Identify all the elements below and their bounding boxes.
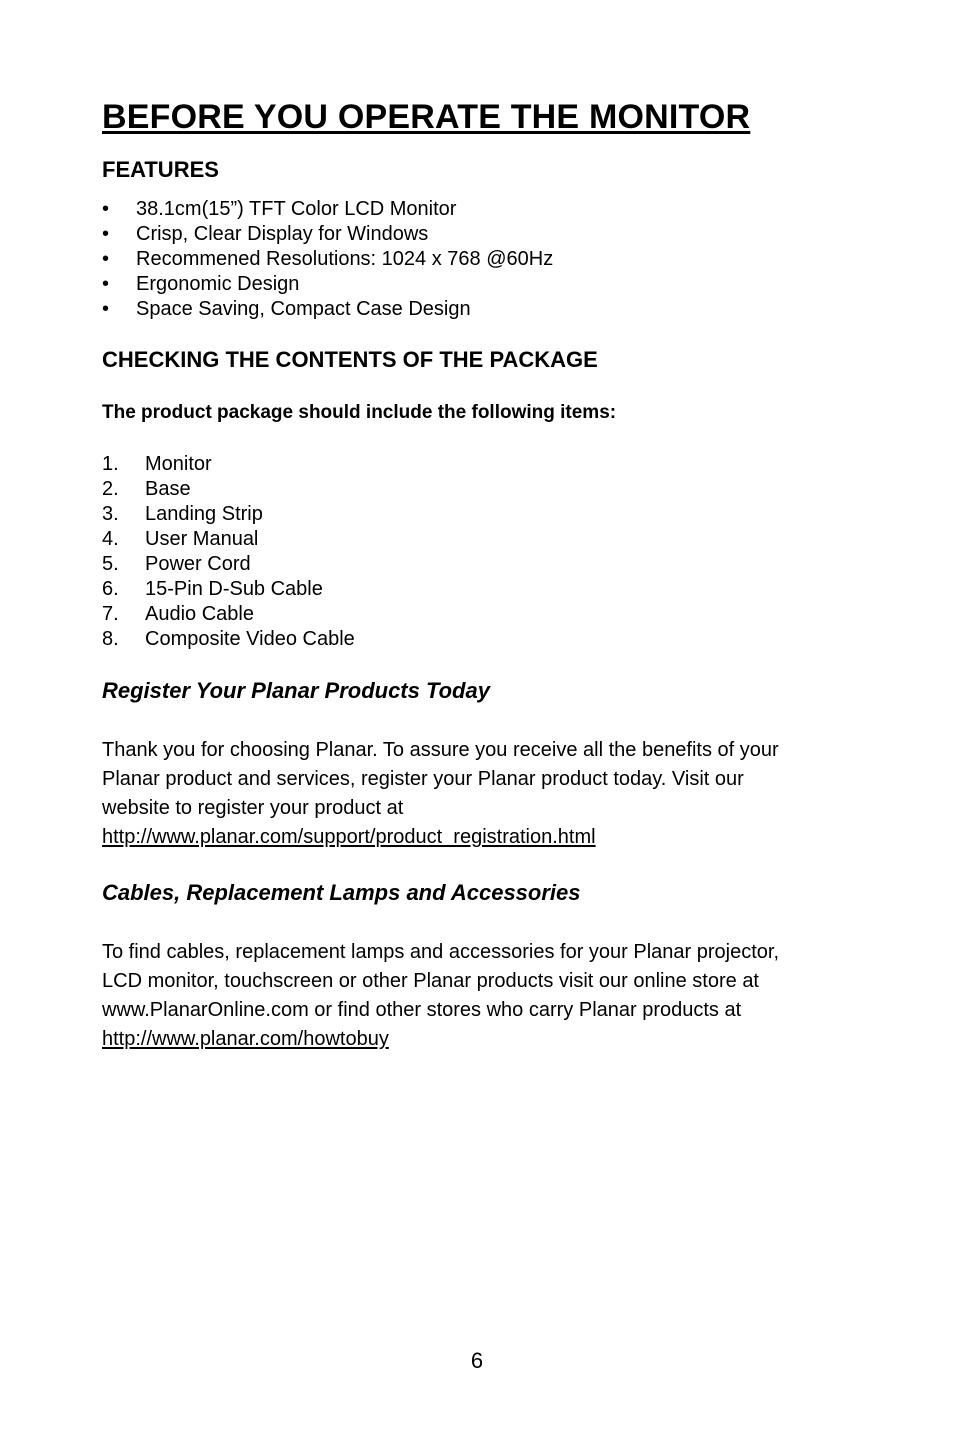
item-number: 7. (102, 603, 119, 625)
list-item (102, 222, 553, 247)
register-heading: Register Your Planar Products Today (102, 678, 490, 703)
list-item (102, 247, 553, 272)
bullet-icon: • (102, 273, 110, 295)
item-label: Landing Strip (145, 503, 263, 525)
accessories-heading: Cables, Replacement Lamps and Accessories (102, 880, 581, 905)
accessories-paragraph (102, 938, 862, 1054)
item-label: Monitor (145, 453, 212, 475)
page-title: BEFORE YOU OPERATE THE MONITOR (102, 98, 751, 136)
package-intro: The product package should include the following items: (102, 402, 617, 423)
paragraph-line: www.PlanarOnline.com or find other stores who carry Planar products at (102, 999, 742, 1021)
item-label: User Manual (145, 528, 259, 550)
list-item (102, 602, 355, 627)
feature-text: Space Saving, Compact Case Design (136, 298, 471, 320)
list-item (102, 552, 355, 577)
paragraph-line: Thank you for choosing Planar. To assure you receive all the benefits of your (102, 739, 779, 761)
bullet-icon: • (102, 248, 110, 270)
page-number: 6 (470, 1348, 484, 1373)
item-label: Base (145, 478, 191, 500)
item-label: Power Cord (145, 553, 251, 575)
features-list (102, 197, 553, 322)
list-item (102, 577, 355, 602)
paragraph-line: To find cables, replacement lamps and accessories for your Planar projector, (102, 941, 780, 963)
list-item (102, 527, 355, 552)
item-number: 3. (102, 503, 119, 525)
list-item (102, 197, 553, 222)
features-heading: FEATURES (102, 157, 219, 182)
paragraph-line: website to register your product at (102, 797, 404, 819)
list-item (102, 502, 355, 527)
feature-text: 38.1cm(15”) TFT Color LCD Monitor (136, 198, 457, 220)
item-number: 5. (102, 553, 119, 575)
bullet-icon: • (102, 198, 110, 220)
registration-link[interactable]: http://www.planar.com/support/product_registration.html (102, 826, 596, 848)
paragraph-line: Planar product and services, register your Planar product today. Visit our (102, 768, 744, 790)
feature-text: Ergonomic Design (136, 273, 300, 295)
howtobuy-link[interactable]: http://www.planar.com/howtobuy (102, 1028, 389, 1050)
item-number: 1. (102, 453, 119, 475)
package-heading: CHECKING THE CONTENTS OF THE PACKAGE (102, 347, 598, 372)
list-item (102, 452, 355, 477)
list-item (102, 627, 355, 652)
feature-text: Recommened Resolutions: 1024 x 768 @60Hz (136, 248, 554, 270)
list-item (102, 477, 355, 502)
item-number: 4. (102, 528, 119, 550)
list-item (102, 272, 553, 297)
register-paragraph (102, 736, 862, 852)
item-number: 8. (102, 628, 119, 650)
paragraph-line: LCD monitor, touchscreen or other Planar products visit our online store at (102, 970, 759, 992)
package-items-list (102, 452, 355, 652)
item-number: 2. (102, 478, 119, 500)
item-label: Audio Cable (145, 603, 254, 625)
item-label: Composite Video Cable (145, 628, 355, 650)
item-label: 15-Pin D-Sub Cable (145, 578, 323, 600)
item-number: 6. (102, 578, 119, 600)
bullet-icon: • (102, 223, 110, 245)
feature-text: Crisp, Clear Display for Windows (136, 223, 429, 245)
list-item (102, 297, 553, 322)
bullet-icon: • (102, 298, 110, 320)
